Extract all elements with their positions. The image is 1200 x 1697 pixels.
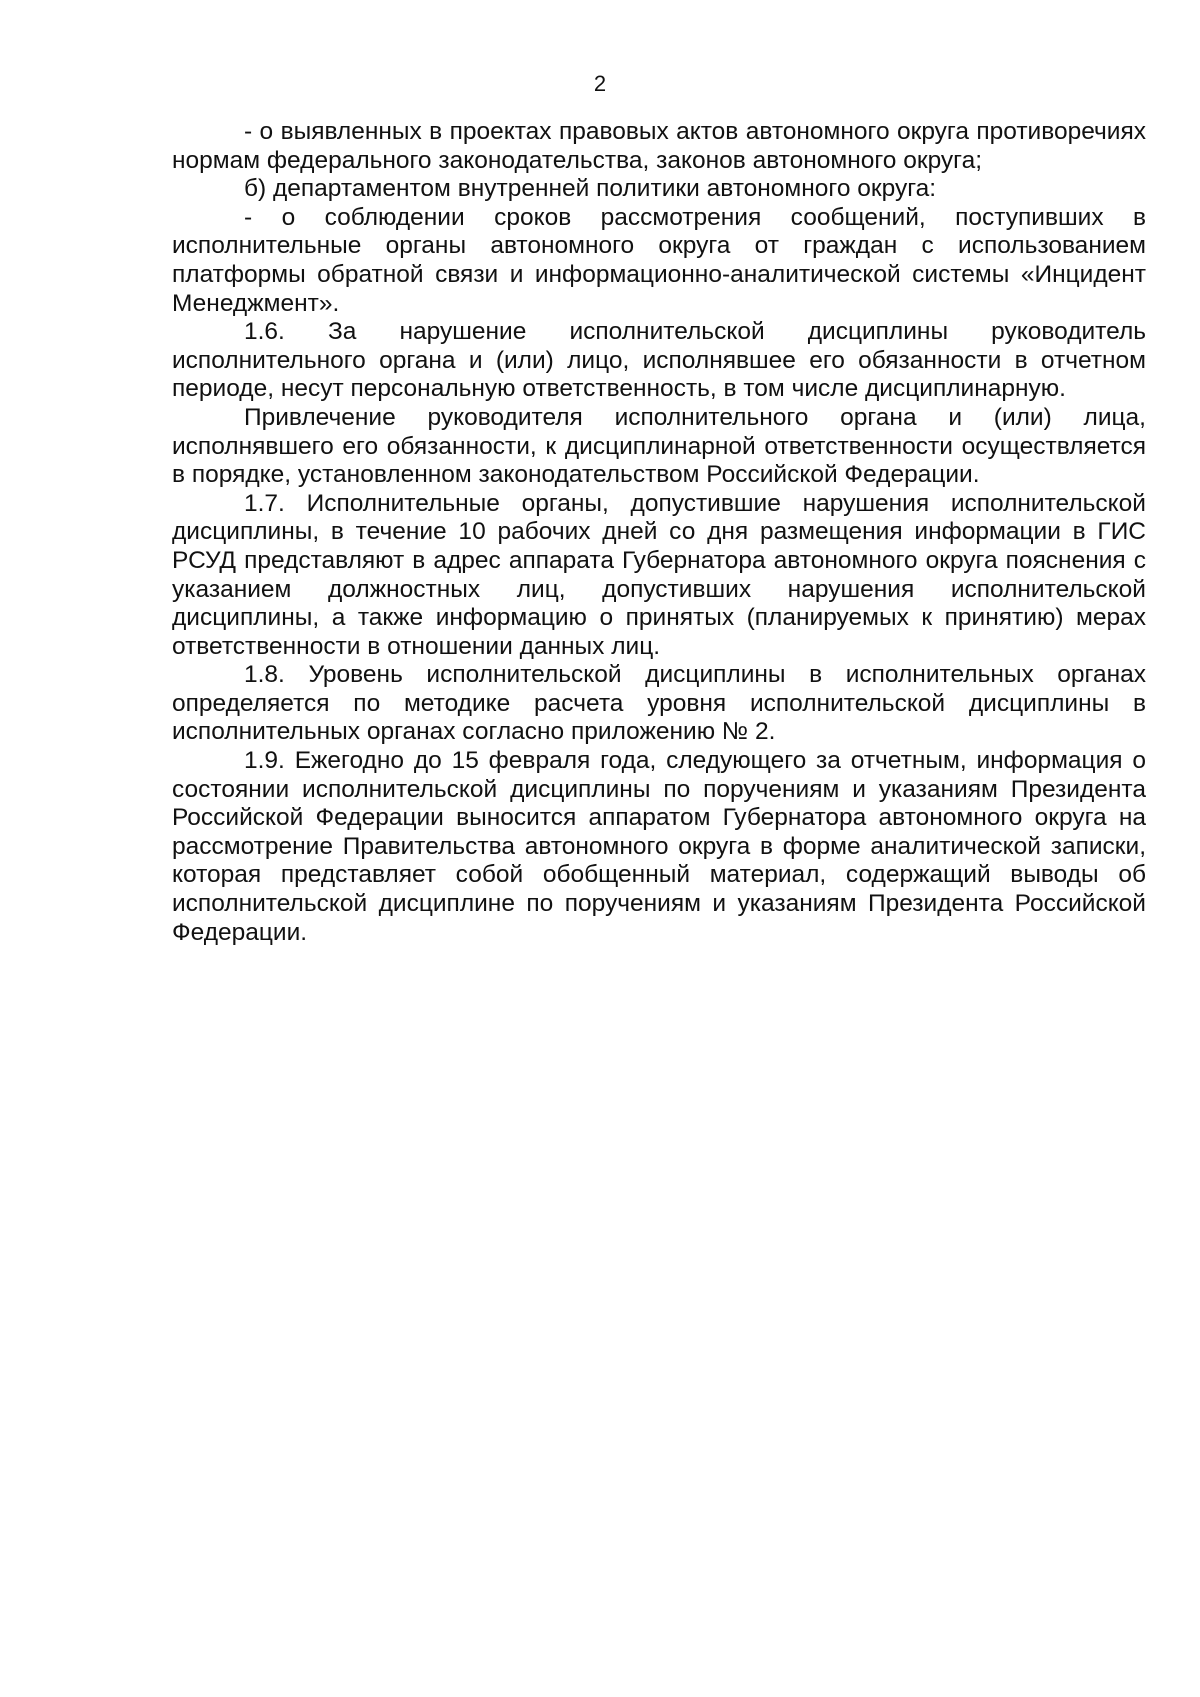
paragraph-clause-1-9: 1.9. Ежегодно до 15 февраля года, следующего за отчетным, информация о состоянии исполнительской дисциплины по поручениям и указаниям Президента Российской Федерации выносится аппаратом Губернатора автономного округа на рассмотрение Правительства автономного округа в форме аналитической записки, которая представляет собой обобщенный материал, содержащий выводы об исполнительской дисциплине по поручениям и указаниям Президента Российской Федерации. bbox=[172, 747, 1146, 946]
document-body bbox=[172, 118, 1146, 947]
paragraph-disciplinary-liability: Привлечение руководителя исполнительного органа и (или) лица, исполнявшего его обязанности, к дисциплинарной ответственности осуществляется в порядке, установленном законодательством Российской Федерации. bbox=[172, 403, 1146, 489]
paragraph-clause-1-8: 1.8. Уровень исполнительской дисциплины в исполнительных органах определяется по методике расчета уровня исполнительской дисциплины в исполнительных органах согласно приложению № 2. bbox=[172, 661, 1146, 746]
paragraph-clause-1-7: 1.7. Исполнительные органы, допустившие нарушения исполнительской дисциплины, в течение 10 рабочих дней со дня размещения информации в ГИС РСУД представляют в адрес аппарата Губернатора автономного округа пояснения с указанием должностных лиц, допустивших нарушения исполнительской дисциплины, а также информацию о принятых (планируемых к принятию) мерах ответственности в отношении данных лиц. bbox=[172, 489, 1146, 660]
paragraph-bullet-contradictions: - о выявленных в проектах правовых актов автономного округа противоречиях нормам федерального законодательства, законов автономного округа; bbox=[172, 118, 1146, 174]
page-number: 2 bbox=[593, 71, 607, 96]
paragraph-clause-1-6: 1.6. За нарушение исполнительской дисциплины руководитель исполнительного органа и (или) лицо, исполнявшее его обязанности в отчетном периоде, несут персональную ответственность, в том числе дисциплинарную. bbox=[172, 318, 1146, 403]
paragraph-internal-policy-department: б) департаментом внутренней политики автономного округа: bbox=[244, 175, 937, 203]
paragraph-bullet-message-deadlines: - о соблюдении сроков рассмотрения сообщений, поступивших в исполнительные органы автономного округа от граждан с использованием платформы обратной связи и информационно-аналитической системы «Инцидент Менеджмент». bbox=[172, 203, 1146, 317]
